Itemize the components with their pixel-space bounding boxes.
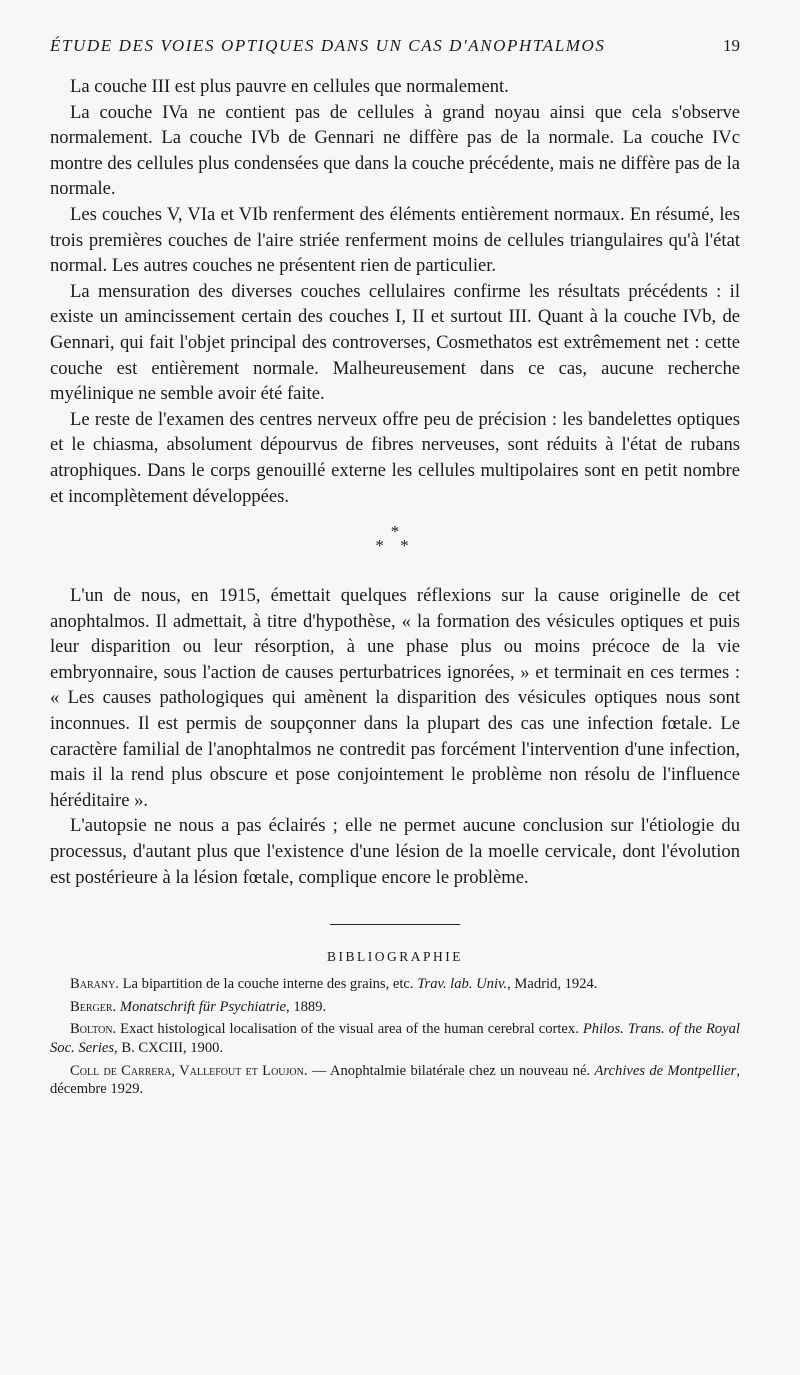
paragraph: Les couches V, VIa et VIb renferment des éléments entièrement normaux. En résumé, les trois premières couches de l'aire striée renferment moins de cellules triangulaires qu'à l'état normal. Les autres couches ne présentent rien de particulier. <box>50 203 740 277</box>
reference-text: Exact histological localisation of the visual area of the human cerebral cortex. <box>116 1021 583 1038</box>
reference-text: La bipartition de la couche interne des grains, etc. <box>118 976 418 993</box>
body-section-bottom <box>50 583 740 890</box>
reference-tail: , décembre 1929. <box>50 1062 740 1098</box>
paragraph: Le reste de l'examen des centres nerveux offre peu de précision : les bandelettes optiques et le chiasma, absolument dépourvus de fibres nerveuses, sont réduits à l'état de rubans atrophiques. Dans le corps genouillé externe les cellules multipolaires sont en petit nombre et incomplètement développées. <box>50 408 740 507</box>
paragraph: La mensuration des diverses couches cellulaires confirme les résultats précédents : il existe un amincissement certain des couches I, II et surtout III. Quant à la couche IVb, de Gennari, qui fait l'objet principal des controverses, Cosmethatos est extrêmement net : cette couche est entièrement normale. Malheureusement dans ce cas, aucune recherche myélinique ne semble avoir été faite. <box>50 280 740 405</box>
page <box>50 36 740 1103</box>
section-separator <box>50 522 740 556</box>
paragraph: La couche III est plus pauvre en cellules que normalement. <box>70 76 509 97</box>
reference-author: Berger. <box>70 998 117 1015</box>
reference-text: — Anophtalmie bilatérale chez un nouveau né. <box>307 1062 595 1079</box>
page-number: 19 <box>723 36 740 55</box>
reference-author: Coll de Carrera, Vallefout et Loujon. <box>70 1062 308 1079</box>
reference-author: Bolton. <box>70 1021 117 1038</box>
reference-journal: Trav. lab. Univ. <box>417 976 508 993</box>
reference-entry <box>50 1020 740 1057</box>
paragraph: L'un de nous, en 1915, émettait quelques réflexions sur la cause originelle de cet anophtalmos. Il admettait, à titre d'hypothèse, « la formation des vésicules optiques et puis leur disparition ou leur résorption, à une phase plus ou moins précoce de la vie embryonnaire, sous l'action de causes perturbatrices ignorées, » et terminait en ces termes : « Les causes pathologiques qui amènent la disparition des vésicules optiques nous sont inconnues. Il est permis de soupçonner dans la plupart des cas une infection fœtale. Le caractère familial de l'anophtalmos ne contredit pas forcément l'intervention d'une infection, mais il la rend plus obscure et pose conjointement le problème non résolu de l'influence héréditaire ». <box>50 585 740 811</box>
asterism-bottom: * * <box>375 536 415 556</box>
divider <box>330 924 460 925</box>
reference-tail: , B. CXCIII, 1900. <box>114 1040 224 1056</box>
running-title: ÉTUDE DES VOIES OPTIQUES DANS UN CAS D'ANOPHTALMOS <box>50 36 606 55</box>
reference-entry <box>50 1062 740 1099</box>
reference-journal: Philos. Trans. of the Royal Soc. Series <box>50 1021 740 1056</box>
reference-journal: Archives de Montpellier <box>594 1062 737 1079</box>
reference-entry <box>50 998 740 1017</box>
reference-tail: , Madrid, 1924. <box>507 976 598 993</box>
body-section-top <box>50 74 740 509</box>
paragraph: La couche IVa ne contient pas de cellules à grand noyau ainsi que cela s'observe normalement. La couche IVb de Gennari ne diffère pas de la normale. La couche IVc montre des cellules plus condensées que dans la couche précédente, mais ne diffère pas de la normale. <box>50 101 740 200</box>
reference-author: Barany. <box>70 976 119 993</box>
paragraph: L'autopsie ne nous a pas éclairés ; elle ne permet aucune conclusion sur l'étiologie du processus, d'autant plus que l'existence d'une lésion de la moelle cervicale, dont l'évolution est postérieure à la lésion fœtale, complique encore le problème. <box>50 815 740 888</box>
bibliography-title: BIBLIOGRAPHIE <box>327 949 463 965</box>
bibliography-list <box>50 975 740 1099</box>
reference-journal: Monatschrift für Psychiatrie <box>119 998 287 1015</box>
running-header <box>50 36 740 56</box>
reference-tail: , 1889. <box>286 998 327 1015</box>
asterism-top: * <box>390 522 400 542</box>
reference-entry <box>50 975 740 994</box>
